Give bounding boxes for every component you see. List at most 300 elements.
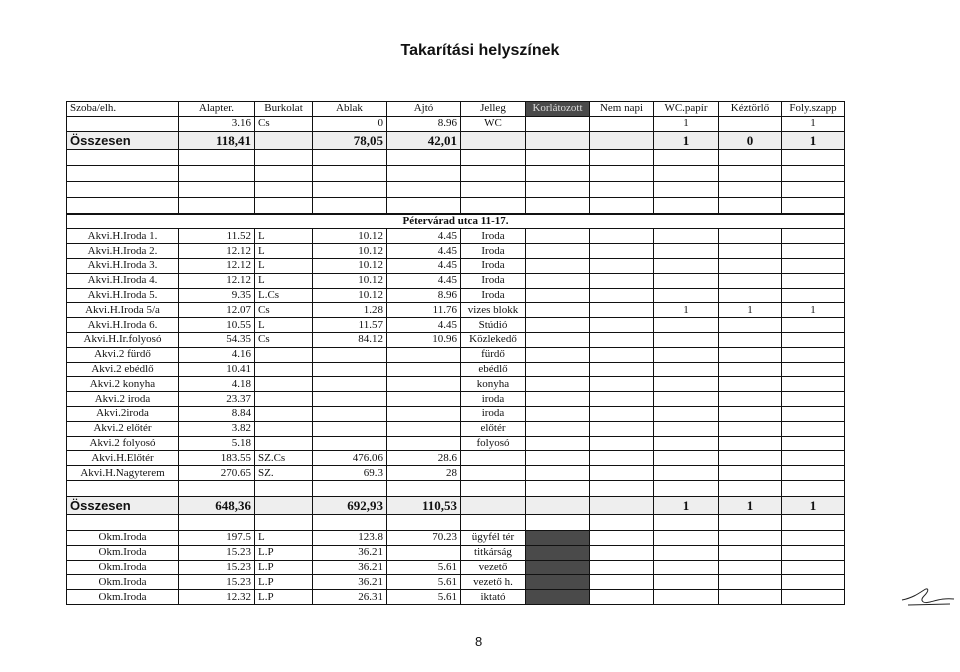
table-cell: Akvi.H.Iroda 1.: [67, 229, 179, 244]
table-cell: [387, 392, 461, 407]
blank-cell: [590, 514, 654, 530]
table-cell: Cs: [255, 116, 313, 131]
table-cell: SZ.: [255, 466, 313, 481]
table-cell: [590, 347, 654, 362]
table-cell: [719, 421, 782, 436]
blank-cell: [461, 181, 526, 197]
table-cell: [590, 273, 654, 288]
blank-cell: [782, 480, 845, 496]
table-row: [67, 406, 845, 421]
table-cell: iroda: [461, 392, 526, 407]
blank-cell: [782, 165, 845, 181]
summary-wc: 1: [654, 131, 719, 149]
table-cell: [719, 288, 782, 303]
blank-cell: [719, 480, 782, 496]
section-title: Pétervárad utca 11-17.: [67, 214, 845, 229]
table-cell: [654, 244, 719, 259]
table-cell: 10.55: [179, 318, 255, 333]
table-cell: 5.18: [179, 436, 255, 451]
table-cell: [719, 258, 782, 273]
table-cell: [526, 258, 590, 273]
table-cell: [526, 436, 590, 451]
table-cell: [782, 362, 845, 377]
summary-kez: 1: [719, 496, 782, 514]
table-cell: 12.07: [179, 303, 255, 318]
summary-label: Összesen: [67, 496, 179, 514]
table-cell: 4.45: [387, 258, 461, 273]
summary-kez: 0: [719, 131, 782, 149]
blank-row: [67, 197, 845, 214]
table-cell: [719, 392, 782, 407]
table-cell: Iroda: [461, 229, 526, 244]
table-cell: 3.82: [179, 421, 255, 436]
table-cell: 12.12: [179, 244, 255, 259]
table-cell: [526, 229, 590, 244]
table-cell: [590, 451, 654, 466]
table-cell: [67, 116, 179, 131]
table-cell: [255, 347, 313, 362]
table-row: [67, 377, 845, 392]
blank-cell: [654, 590, 719, 605]
table-row: [67, 318, 845, 333]
blank-row: [67, 165, 845, 181]
table-cell: [654, 436, 719, 451]
table-cell: Iroda: [461, 244, 526, 259]
table-cell: 123.8: [313, 530, 387, 545]
table-cell: 197.5: [179, 530, 255, 545]
blank-cell: [313, 181, 387, 197]
blank-cell: [782, 545, 845, 560]
table-cell: [719, 318, 782, 333]
cleaning-table: [66, 101, 845, 605]
table-cell: 1: [719, 303, 782, 318]
blank-cell: [590, 575, 654, 590]
table-row: [67, 244, 845, 259]
table-cell: [782, 406, 845, 421]
table-cell: [654, 362, 719, 377]
blank-cell: [590, 530, 654, 545]
table-cell: [590, 392, 654, 407]
table-cell: [654, 288, 719, 303]
table-cell: 8.96: [387, 288, 461, 303]
table-cell: 4.18: [179, 377, 255, 392]
blank-cell: [526, 181, 590, 197]
table-cell: Okm.Iroda: [67, 545, 179, 560]
table-cell: [719, 347, 782, 362]
summary-alapter: 648,36: [179, 496, 255, 514]
table-cell: Cs: [255, 332, 313, 347]
blank-cell: [461, 197, 526, 214]
table-cell: [782, 332, 845, 347]
table-cell: [782, 451, 845, 466]
table-cell: [782, 392, 845, 407]
summary-empty: [255, 131, 313, 149]
table-cell: [526, 406, 590, 421]
table-cell: [526, 377, 590, 392]
blank-row: [67, 181, 845, 197]
table-cell: [526, 466, 590, 481]
shaded-cell: [526, 545, 590, 560]
table-cell: [654, 318, 719, 333]
table-cell: Akvi.2 előtér: [67, 421, 179, 436]
table-cell: [719, 116, 782, 131]
column-header: Burkolat: [255, 102, 313, 117]
table-cell: 26.31: [313, 590, 387, 605]
table-cell: 28: [387, 466, 461, 481]
table-cell: 476.06: [313, 451, 387, 466]
blank-cell: [313, 165, 387, 181]
blank-cell: [782, 197, 845, 214]
table-cell: [590, 332, 654, 347]
table-cell: 1: [782, 303, 845, 318]
table-cell: [782, 466, 845, 481]
table-cell: [387, 347, 461, 362]
table-cell: iktató: [461, 590, 526, 605]
blank-cell: [461, 480, 526, 496]
table-cell: [313, 392, 387, 407]
blank-cell: [719, 197, 782, 214]
summary-empty: [590, 131, 654, 149]
table-cell: [526, 273, 590, 288]
page-number: 8: [475, 634, 483, 649]
blank-cell: [255, 480, 313, 496]
table-cell: L.P: [255, 590, 313, 605]
table-row: [67, 530, 845, 545]
table-cell: Iroda: [461, 288, 526, 303]
table-cell: [526, 288, 590, 303]
table-cell: 36.21: [313, 575, 387, 590]
table-cell: [782, 258, 845, 273]
table-cell: 5.61: [387, 560, 461, 575]
table-cell: Akvi.H.Előtér: [67, 451, 179, 466]
table-cell: Cs: [255, 303, 313, 318]
table-cell: [526, 318, 590, 333]
table-cell: [590, 288, 654, 303]
table-row: [67, 332, 845, 347]
table-cell: [526, 451, 590, 466]
table-cell: Akvi.H.Iroda 5/a: [67, 303, 179, 318]
blank-cell: [255, 514, 313, 530]
blank-cell: [654, 514, 719, 530]
table-cell: 1: [654, 303, 719, 318]
summary-ablak: 692,93: [313, 496, 387, 514]
blank-cell: [590, 197, 654, 214]
summary-empty: [461, 131, 526, 149]
table-cell: 12.12: [179, 258, 255, 273]
table-cell: [590, 436, 654, 451]
column-header: Szoba/elh.: [67, 102, 179, 117]
table-cell: Akvi.2 folyosó: [67, 436, 179, 451]
table-cell: 270.65: [179, 466, 255, 481]
blank-cell: [255, 181, 313, 197]
header-row: [67, 102, 845, 117]
table-row: [67, 303, 845, 318]
table-cell: [719, 377, 782, 392]
summary-row: [67, 131, 845, 149]
table-cell: [526, 392, 590, 407]
table-cell: 5.61: [387, 575, 461, 590]
table-cell: L.P: [255, 575, 313, 590]
table-cell: 8.96: [387, 116, 461, 131]
blank-cell: [67, 514, 179, 530]
blank-cell: [67, 181, 179, 197]
blank-cell: [179, 181, 255, 197]
blank-cell: [255, 165, 313, 181]
table-cell: [590, 258, 654, 273]
blank-cell: [526, 149, 590, 165]
blank-cell: [387, 165, 461, 181]
blank-cell: [526, 480, 590, 496]
table-cell: [719, 244, 782, 259]
blank-cell: [179, 165, 255, 181]
column-header: Foly.szapp: [782, 102, 845, 117]
table-cell: L: [255, 530, 313, 545]
table-cell: [719, 362, 782, 377]
table-cell: L: [255, 258, 313, 273]
table-cell: [590, 318, 654, 333]
summary-ablak: 78,05: [313, 131, 387, 149]
table-cell: [719, 406, 782, 421]
table-cell: 70.23: [387, 530, 461, 545]
table-cell: Akvi.H.Nagyterem: [67, 466, 179, 481]
blank-cell: [590, 165, 654, 181]
table-cell: L: [255, 229, 313, 244]
column-header: Jelleg: [461, 102, 526, 117]
table-cell: [654, 406, 719, 421]
summary-label: Összesen: [67, 131, 179, 149]
blank-cell: [461, 165, 526, 181]
table-cell: [654, 332, 719, 347]
shaded-cell: [526, 560, 590, 575]
blank-cell: [255, 149, 313, 165]
blank-cell: [67, 197, 179, 214]
table-cell: 12.12: [179, 273, 255, 288]
table-cell: Akvi.2 ebédlő: [67, 362, 179, 377]
blank-cell: [654, 149, 719, 165]
column-header: WC.papír: [654, 102, 719, 117]
summary-ajto: 42,01: [387, 131, 461, 149]
table-cell: [590, 406, 654, 421]
blank-cell: [782, 575, 845, 590]
table-cell: [782, 229, 845, 244]
table-cell: [526, 244, 590, 259]
table-cell: Akvi.2 iroda: [67, 392, 179, 407]
table-cell: [590, 303, 654, 318]
table-cell: 69.3: [313, 466, 387, 481]
table-cell: iroda: [461, 406, 526, 421]
table-cell: 8.84: [179, 406, 255, 421]
table-cell: [387, 545, 461, 560]
table-row: [67, 421, 845, 436]
table-cell: [654, 258, 719, 273]
table-cell: [255, 421, 313, 436]
table-cell: [461, 451, 526, 466]
table-cell: vezető h.: [461, 575, 526, 590]
table-cell: Akvi.H.Iroda 3.: [67, 258, 179, 273]
blank-cell: [654, 545, 719, 560]
summary-empty: [255, 496, 313, 514]
table-cell: [387, 436, 461, 451]
shaded-cell: [526, 530, 590, 545]
table-cell: Iroda: [461, 273, 526, 288]
blank-cell: [461, 514, 526, 530]
blank-cell: [179, 197, 255, 214]
table-cell: 5.61: [387, 590, 461, 605]
table-cell: Közlekedő: [461, 332, 526, 347]
table-cell: [526, 303, 590, 318]
table-cell: fürdő: [461, 347, 526, 362]
table-cell: [255, 436, 313, 451]
blank-row: [67, 514, 845, 530]
table-cell: [719, 466, 782, 481]
blank-cell: [782, 149, 845, 165]
table-cell: 23.37: [179, 392, 255, 407]
table-cell: vezető: [461, 560, 526, 575]
table-cell: [387, 406, 461, 421]
table-cell: [387, 421, 461, 436]
blank-cell: [387, 514, 461, 530]
table-row: [67, 466, 845, 481]
summary-empty: [526, 496, 590, 514]
column-header: Korlátozott: [526, 102, 590, 117]
table-cell: Akvi.2iroda: [67, 406, 179, 421]
table-cell: L: [255, 244, 313, 259]
table-cell: 4.16: [179, 347, 255, 362]
table-cell: [590, 362, 654, 377]
table-cell: 28.6: [387, 451, 461, 466]
blank-row: [67, 480, 845, 496]
table-cell: [590, 229, 654, 244]
table-cell: [719, 436, 782, 451]
table-row: [67, 258, 845, 273]
table-cell: előtér: [461, 421, 526, 436]
summary-foly: 1: [782, 496, 845, 514]
shaded-cell: [526, 590, 590, 605]
table-cell: [782, 273, 845, 288]
table-cell: 11.52: [179, 229, 255, 244]
blank-cell: [719, 590, 782, 605]
table-cell: [782, 318, 845, 333]
blank-cell: [782, 514, 845, 530]
table-cell: 4.45: [387, 273, 461, 288]
table-cell: Okm.Iroda: [67, 590, 179, 605]
table-cell: [654, 229, 719, 244]
blank-cell: [67, 165, 179, 181]
table-cell: 54.35: [179, 332, 255, 347]
table-row: [67, 575, 845, 590]
table-cell: [654, 273, 719, 288]
table-cell: [526, 421, 590, 436]
blank-cell: [255, 197, 313, 214]
table-cell: [313, 362, 387, 377]
table-cell: [313, 377, 387, 392]
blank-cell: [590, 545, 654, 560]
table-cell: 12.32: [179, 590, 255, 605]
table-cell: titkárság: [461, 545, 526, 560]
table-cell: [719, 229, 782, 244]
table-cell: [654, 466, 719, 481]
table-row: [67, 362, 845, 377]
blank-cell: [387, 149, 461, 165]
table-cell: 10.12: [313, 288, 387, 303]
table-cell: Akvi.H.Iroda 4.: [67, 273, 179, 288]
table-cell: 0: [313, 116, 387, 131]
table-row: [67, 347, 845, 362]
table-cell: [387, 377, 461, 392]
table-cell: ügyfél tér: [461, 530, 526, 545]
table-cell: [782, 377, 845, 392]
table-cell: [255, 377, 313, 392]
table-cell: 10.12: [313, 229, 387, 244]
table-cell: [782, 421, 845, 436]
table-cell: 10.12: [313, 273, 387, 288]
table-cell: L: [255, 318, 313, 333]
table-cell: [590, 466, 654, 481]
table-cell: L.Cs: [255, 288, 313, 303]
table-cell: 3.16: [179, 116, 255, 131]
section-row: [67, 214, 845, 229]
table-cell: 10.41: [179, 362, 255, 377]
blank-cell: [313, 149, 387, 165]
table-cell: [590, 116, 654, 131]
summary-ajto: 110,53: [387, 496, 461, 514]
table-cell: [719, 332, 782, 347]
table-cell: [782, 436, 845, 451]
column-header: Ablak: [313, 102, 387, 117]
blank-cell: [719, 165, 782, 181]
table-cell: 10.12: [313, 244, 387, 259]
summary-foly: 1: [782, 131, 845, 149]
table-cell: SZ.Cs: [255, 451, 313, 466]
table-cell: [313, 436, 387, 451]
table-cell: [654, 347, 719, 362]
page-title: Takarítási helyszínek: [400, 42, 560, 59]
blank-cell: [782, 590, 845, 605]
table-cell: [313, 347, 387, 362]
table-cell: Iroda: [461, 258, 526, 273]
table-cell: [654, 451, 719, 466]
column-header: Nem napi: [590, 102, 654, 117]
table-cell: WC: [461, 116, 526, 131]
blank-cell: [719, 181, 782, 197]
table-row: [67, 590, 845, 605]
table-cell: 183.55: [179, 451, 255, 466]
blank-cell: [719, 560, 782, 575]
table-cell: Okm.Iroda: [67, 560, 179, 575]
table-cell: 11.57: [313, 318, 387, 333]
table-cell: [526, 347, 590, 362]
summary-row: [67, 496, 845, 514]
blank-cell: [526, 514, 590, 530]
signature-mark: [900, 584, 956, 608]
blank-cell: [654, 575, 719, 590]
table-cell: [255, 392, 313, 407]
blank-cell: [387, 197, 461, 214]
blank-cell: [387, 480, 461, 496]
table-cell: 84.12: [313, 332, 387, 347]
table-row: [67, 116, 845, 131]
summary-empty: [526, 131, 590, 149]
table-cell: folyosó: [461, 436, 526, 451]
table-row: [67, 560, 845, 575]
blank-cell: [590, 181, 654, 197]
table-cell: [654, 392, 719, 407]
table-cell: Okm.Iroda: [67, 530, 179, 545]
table-cell: 1: [654, 116, 719, 131]
table-row: [67, 545, 845, 560]
table-cell: Akvi.H.Ir.folyosó: [67, 332, 179, 347]
table-cell: [590, 244, 654, 259]
